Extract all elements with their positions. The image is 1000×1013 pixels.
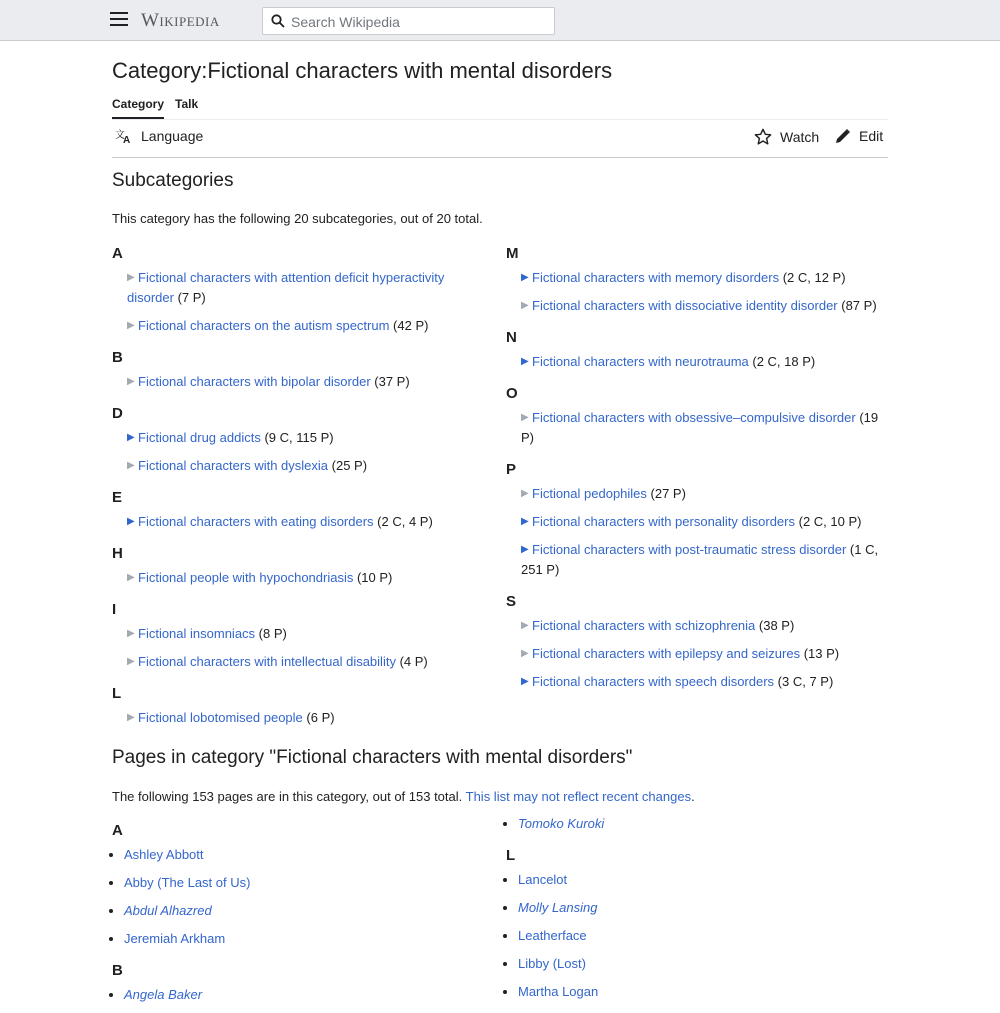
- subcategory-link[interactable]: Fictional characters with personality disorders: [532, 514, 795, 529]
- page-list: [506, 814, 866, 834]
- subcategory-text: [127, 710, 335, 725]
- empty-triangle-icon: ▶: [127, 656, 135, 667]
- language-button[interactable]: [115, 128, 203, 144]
- top-header: [0, 0, 1000, 41]
- page-item: [518, 898, 866, 918]
- subcategory-link[interactable]: Fictional characters with bipolar disorder: [138, 374, 371, 389]
- page-toolbar: [112, 128, 888, 150]
- subcategory-line: [127, 626, 287, 641]
- subcategory-link[interactable]: Fictional people with hypochondriasis: [138, 570, 354, 585]
- subcategory-count: (2 C, 10 P): [795, 514, 862, 529]
- subcategory-count: (27 P): [646, 486, 686, 501]
- wordmark-text: Wikipedia: [141, 10, 220, 31]
- page-link[interactable]: Leatherface: [518, 928, 587, 943]
- subcategory-line: [127, 514, 433, 529]
- subcategory-item: [112, 624, 472, 644]
- translate-icon: [115, 128, 133, 144]
- letter-heading: I: [112, 601, 117, 618]
- subcategory-text: [127, 270, 444, 305]
- page-item: [124, 845, 472, 865]
- subcategory-link[interactable]: Fictional insomniacs: [138, 626, 256, 641]
- subcategory-text: [127, 570, 392, 585]
- page-item: [518, 814, 866, 834]
- letter-heading: B: [112, 349, 123, 366]
- page-link[interactable]: Abdul Alhazred: [124, 903, 212, 918]
- search-icon: [271, 14, 285, 28]
- subcategory-count: (3 C, 7 P): [774, 674, 834, 689]
- empty-triangle-icon: ▶: [521, 488, 529, 499]
- subcategory-text: [127, 430, 334, 445]
- pencil-icon: [835, 128, 851, 144]
- subcategory-item: [506, 484, 886, 504]
- watch-button[interactable]: [754, 128, 819, 146]
- page-list: [506, 870, 866, 1002]
- pages-summary-text: The following 153 pages are in this category, out of 153 total.: [112, 789, 466, 804]
- subcategory-count: (42 P): [389, 318, 429, 333]
- empty-triangle-icon: ▶: [521, 300, 529, 311]
- page-link[interactable]: Libby (Lost): [518, 956, 586, 971]
- subcategory-item: [112, 652, 472, 672]
- subcategory-text: [127, 374, 410, 389]
- subcategory-link[interactable]: Fictional characters with schizophrenia: [532, 618, 756, 633]
- subcategory-link[interactable]: Fictional characters with memory disorders: [532, 270, 780, 285]
- subcategory-link[interactable]: Fictional characters with attention deficit hyperactivity disorder: [127, 270, 445, 305]
- subcategory-item: [112, 708, 472, 728]
- page-item: [518, 954, 866, 974]
- subcategory-text: [521, 354, 815, 369]
- subcategory-item: [506, 268, 886, 288]
- page-list: [112, 985, 472, 1005]
- subcategory-line: [127, 570, 392, 585]
- empty-triangle-icon: ▶: [521, 648, 529, 659]
- page-link[interactable]: Jeremiah Arkham: [124, 931, 226, 946]
- subcategory-link[interactable]: Fictional characters with intellectual disability: [138, 654, 396, 669]
- subcategory-count: (37 P): [370, 374, 410, 389]
- empty-triangle-icon: ▶: [127, 572, 135, 583]
- expand-triangle-icon[interactable]: ▶: [127, 516, 135, 527]
- expand-triangle-icon[interactable]: ▶: [127, 432, 135, 443]
- page-title: Category:Fictional characters with mental disorders: [112, 58, 613, 83]
- letter-heading: D: [112, 405, 123, 422]
- subcategories-summary: This category has the following 20 subcategories, out of 20 total.: [112, 211, 483, 226]
- subcategory-item: [506, 512, 886, 532]
- letter-heading: M: [506, 245, 519, 262]
- subcategory-item: [506, 540, 886, 580]
- subcategory-count: (25 P): [328, 458, 368, 473]
- svg-text:文: 文: [115, 130, 125, 141]
- expand-triangle-icon[interactable]: ▶: [521, 272, 529, 283]
- subcategory-link[interactable]: Fictional characters with dyslexia: [138, 458, 329, 473]
- subcategory-text: [127, 318, 428, 333]
- empty-triangle-icon: ▶: [521, 412, 529, 423]
- empty-triangle-icon: ▶: [127, 628, 135, 639]
- letter-heading: P: [506, 461, 517, 478]
- expand-triangle-icon[interactable]: ▶: [521, 676, 529, 687]
- subcategory-link[interactable]: Fictional characters with epilepsy and seizures: [532, 646, 801, 661]
- subcategory-item: [506, 672, 886, 692]
- page-link[interactable]: Lancelot: [518, 872, 568, 887]
- subcategory-item: [112, 568, 472, 588]
- edit-label: Edit: [859, 128, 884, 144]
- subcategory-link[interactable]: Fictional characters with eating disorders: [138, 514, 374, 529]
- subcategory-item: [112, 456, 472, 476]
- subcategory-link[interactable]: Fictional drug addicts: [138, 430, 261, 445]
- subcategory-text: [521, 542, 878, 577]
- page-item: [124, 929, 472, 949]
- subcategory-text: [127, 654, 428, 669]
- language-label: Language: [141, 128, 204, 144]
- expand-triangle-icon[interactable]: ▶: [521, 356, 529, 367]
- subcategory-link[interactable]: Fictional characters on the autism spectrum: [138, 318, 390, 333]
- subcategory-text: [521, 618, 794, 633]
- subcategory-text: [127, 458, 367, 473]
- subcategory-line: [127, 458, 367, 473]
- subcategory-count: (10 P): [353, 570, 393, 585]
- subcategory-count: (4 P): [395, 654, 428, 669]
- subcategory-link[interactable]: Fictional lobotomised people: [138, 710, 303, 725]
- subcategory-line: [521, 646, 839, 661]
- subcategory-line: [521, 354, 815, 369]
- page-link[interactable]: Martha Logan: [518, 984, 599, 999]
- subcategory-line: [521, 514, 861, 529]
- subcategory-item: [112, 268, 472, 308]
- page-item: [124, 873, 472, 893]
- hamburger-icon[interactable]: [110, 12, 128, 28]
- subcategory-line: [521, 298, 877, 313]
- subcategory-text: [521, 486, 686, 501]
- subcategory-text: [521, 270, 846, 285]
- page-link[interactable]: Tomoko Kuroki: [518, 816, 605, 831]
- subcategories-right-column: [506, 240, 886, 700]
- page-item: [518, 870, 866, 890]
- pages-summary: [112, 789, 695, 804]
- subcategory-item: [506, 296, 886, 316]
- letter-heading: L: [112, 685, 122, 702]
- tabs-divider: [112, 119, 888, 120]
- subcategory-item: [112, 428, 472, 448]
- recent-changes-link[interactable]: This list may not reflect recent changes: [465, 789, 692, 804]
- pages-right-column: [506, 814, 866, 1010]
- page-item: [124, 985, 472, 1005]
- toolbar-divider: [112, 157, 888, 158]
- subcategory-count: (19 P): [521, 410, 879, 445]
- letter-heading: B: [112, 962, 123, 979]
- watch-label: Watch: [780, 129, 820, 145]
- subcategory-text: [521, 514, 861, 529]
- letter-heading: O: [506, 385, 518, 402]
- subcategory-text: [521, 646, 839, 661]
- page-link[interactable]: Angela Baker: [124, 987, 203, 1002]
- expand-triangle-icon[interactable]: ▶: [521, 544, 529, 555]
- subcategory-count: (2 C, 12 P): [779, 270, 846, 285]
- page-link[interactable]: Abby (The Last of Us): [124, 875, 251, 890]
- subcategory-item: [506, 644, 886, 664]
- subcategory-link[interactable]: Fictional pedophiles: [532, 486, 647, 501]
- subcategory-line: [127, 318, 428, 333]
- subcategory-text: [521, 298, 877, 313]
- page-link[interactable]: Molly Lansing: [518, 900, 598, 915]
- letter-heading: E: [112, 489, 123, 506]
- letter-heading: L: [506, 847, 516, 864]
- page-item: [518, 982, 866, 1002]
- subcategory-line: [521, 486, 686, 501]
- svg-text:A: A: [123, 135, 131, 144]
- subcategory-item: [112, 316, 472, 336]
- empty-triangle-icon: ▶: [127, 320, 135, 331]
- subcategory-count: (87 P): [837, 298, 877, 313]
- empty-triangle-icon: ▶: [127, 712, 135, 723]
- pages-left-column: [112, 817, 472, 1013]
- subcategory-line: [127, 430, 334, 445]
- subcategory-link[interactable]: Fictional characters with neurotrauma: [532, 354, 749, 369]
- subcategory-line: [127, 270, 444, 305]
- subcategory-count: (6 P): [302, 710, 335, 725]
- subcategory-line: [521, 542, 878, 577]
- page-item: [124, 901, 472, 921]
- letter-heading: A: [112, 245, 123, 262]
- search-box[interactable]: [262, 7, 555, 35]
- subcategory-line: [521, 618, 794, 633]
- subcategory-count: (9 C, 115 P): [260, 430, 334, 445]
- subcategory-text: [127, 626, 287, 641]
- empty-triangle-icon: ▶: [127, 272, 135, 283]
- subcategory-line: [521, 410, 878, 445]
- search-input[interactable]: [289, 10, 553, 34]
- subcategory-count: (38 P): [755, 618, 795, 633]
- expand-triangle-icon[interactable]: ▶: [521, 516, 529, 527]
- edit-button[interactable]: [835, 128, 883, 144]
- namespace-tabs: [112, 97, 198, 119]
- page-link[interactable]: Ashley Abbott: [124, 847, 204, 862]
- empty-triangle-icon: ▶: [127, 460, 135, 471]
- subcategory-link[interactable]: Fictional characters with speech disorders: [532, 674, 775, 689]
- subcategory-item: [506, 616, 886, 636]
- subcategory-count: (8 P): [255, 626, 287, 641]
- letter-heading: H: [112, 545, 123, 562]
- star-icon: [754, 128, 772, 146]
- subcategory-item: [506, 352, 886, 372]
- subcategory-line: [127, 710, 335, 725]
- tab-talk[interactable]: Talk: [175, 97, 199, 111]
- letter-heading: A: [112, 822, 123, 839]
- empty-triangle-icon: ▶: [127, 376, 135, 387]
- subcategory-link[interactable]: Fictional characters with post-traumatic stress disorder: [532, 542, 847, 557]
- tab-category[interactable]: Category: [112, 97, 164, 119]
- subcategory-line: [521, 270, 846, 285]
- subcategory-line: [127, 374, 410, 389]
- subcategory-link[interactable]: Fictional characters with dissociative identity disorder: [532, 298, 838, 313]
- subcategory-text: [521, 674, 833, 689]
- subcategory-text: [521, 410, 878, 445]
- subcategory-item: [112, 372, 472, 392]
- subcategory-link[interactable]: Fictional characters with obsessive–compulsive disorder: [532, 410, 856, 425]
- subcategory-count: (13 P): [800, 646, 840, 661]
- page-item: [518, 926, 866, 946]
- subcategories-heading: Subcategories: [112, 170, 234, 191]
- empty-triangle-icon: ▶: [521, 620, 529, 631]
- subcategory-line: [521, 674, 833, 689]
- letter-heading: S: [506, 593, 517, 610]
- pages-summary-end: .: [691, 789, 695, 804]
- page-list: [112, 845, 472, 949]
- subcategory-count: (2 C, 18 P): [748, 354, 816, 369]
- subcategory-item: [506, 408, 886, 448]
- subcategory-item: [112, 512, 472, 532]
- wikipedia-wordmark[interactable]: [141, 10, 220, 32]
- subcategories-left-column: [112, 240, 472, 736]
- subcategory-count: (2 C, 4 P): [373, 514, 433, 529]
- subcategory-count: (1 C, 251 P): [521, 542, 879, 577]
- subcategory-line: [127, 654, 428, 669]
- pages-heading: Pages in category "Fictional characters with mental disorders": [112, 747, 633, 768]
- letter-heading: N: [506, 329, 517, 346]
- subcategory-count: (7 P): [173, 290, 206, 305]
- subcategory-text: [127, 514, 433, 529]
